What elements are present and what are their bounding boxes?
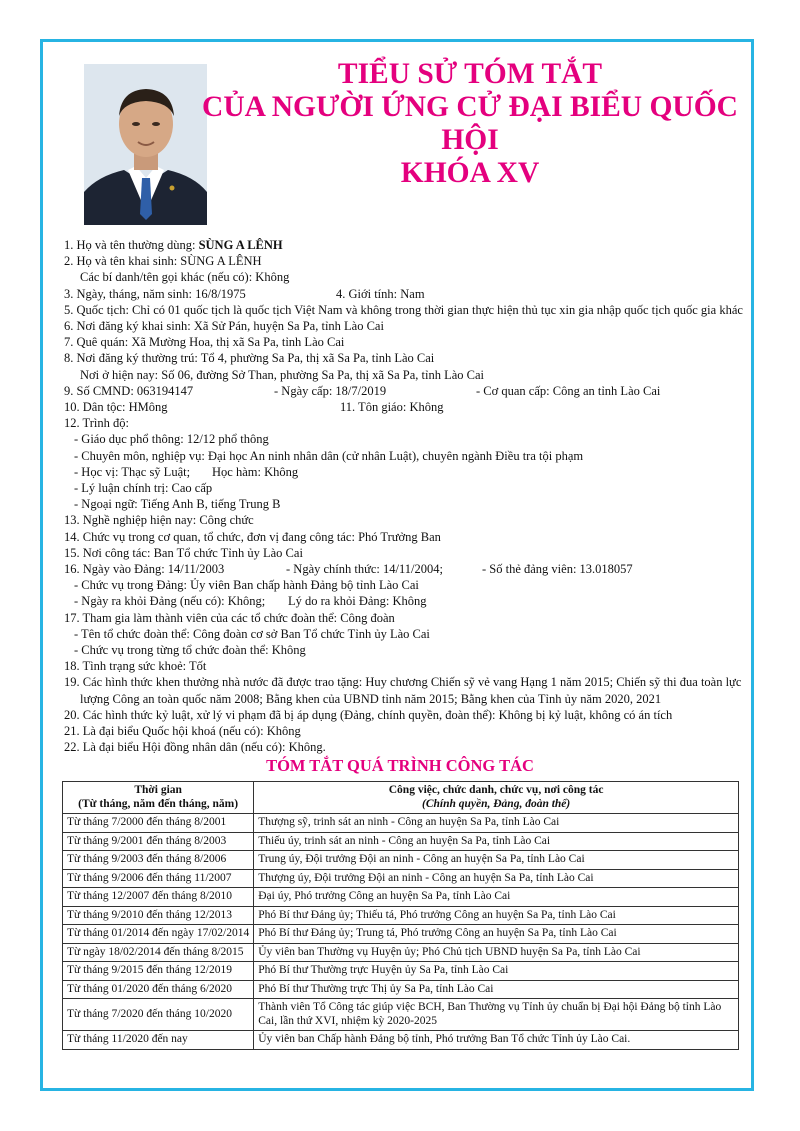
id-number: 9. Số CMND: 063194147	[64, 383, 194, 398]
cell-job: Thượng sỹ, trinh sát an ninh - Công an huyện Sa Pa, tỉnh Lào Cai	[254, 814, 739, 833]
table-row	[63, 906, 739, 925]
bio-item-2: 2. Họ và tên khai sinh: SÙNG A LÊNH	[64, 254, 262, 269]
bio-item-9	[64, 383, 754, 399]
cell-job: Ủy viên ban Thường vụ Huyện ủy; Phó Chủ tịch UBND huyện Sa Pa, tỉnh Lào Cai	[254, 943, 739, 962]
bio-item-16e	[64, 593, 754, 609]
title-line-1: TIỂU SỬ TÓM TẮT	[337, 58, 603, 90]
bio-item-19: 19. Các hình thức khen thưởng nhà nước đã được trao tặng: Huy chương Chiến sỹ vẻ vang Hạng 1 năm 2015; Chiến sỹ thi đua toàn lực lượng Công an toàn quốc năm 2008; Bằng khen của UBND tỉnh năm 2015; Bằng khen của Tỉnh ủy năm 2020, 2021	[64, 675, 742, 706]
cell-time: Từ tháng 9/2010 đến tháng 12/2013	[63, 906, 254, 925]
table-row	[63, 888, 739, 907]
cell-job: Thiếu úy, trinh sát an ninh - Công an huyện Sa Pa, tỉnh Lào Cai	[254, 832, 739, 851]
table-row	[63, 851, 739, 870]
portrait-illustration	[84, 64, 207, 225]
cell-time: Từ tháng 9/2001 đến tháng 8/2003	[63, 832, 254, 851]
table-header-row	[63, 782, 739, 814]
bio-item-18: 18. Tình trạng sức khoẻ: Tốt	[64, 659, 207, 674]
bio-item-21: 21. Là đại biểu Quốc hội khoá (nếu có): Không	[64, 724, 301, 739]
cell-job: Trung úy, Đội trưởng Đội an ninh - Công an huyện Sa Pa, tỉnh Lào Cai	[254, 851, 739, 870]
cell-job: Ủy viên ban Chấp hành Đảng bộ tỉnh, Phó trưởng Ban Tổ chức Tỉnh ủy Lào Cai.	[254, 1031, 739, 1050]
bio-item-22: 22. Là đại biểu Hội đồng nhân dân (nếu có): Không.	[64, 740, 326, 755]
academic-degree: - Học vị: Thạc sỹ Luật;	[74, 464, 191, 479]
bio-item-7: 7. Quê quán: Xã Mường Hoa, thị xã Sa Pa, tỉnh Lào Cai	[64, 335, 345, 350]
cell-time: Từ ngày 18/02/2014 đến tháng 8/2015	[63, 943, 254, 962]
table-body	[63, 814, 739, 1050]
party-official-date: - Ngày chính thức: 14/11/2004;	[286, 562, 443, 577]
bio-item-20: 20. Các hình thức kỷ luật, xử lý vi phạm đã bị áp dụng (Đảng, chính quyền, đoàn thể): Không bị kỷ luật, không có án tích	[64, 707, 673, 722]
cell-job: Phó Bí thư Thường trực Huyện ủy Sa Pa, tỉnh Lào Cai	[254, 962, 739, 981]
bio-item-13: 13. Nghề nghiệp hiện nay: Công chức	[64, 513, 254, 528]
bio-item-10-11	[64, 399, 754, 415]
cell-time: Từ tháng 01/2014 đến ngày 17/02/2014	[63, 925, 254, 944]
bio-item-16d: - Chức vụ trong Đảng: Ủy viên Ban chấp hành Đảng bộ tỉnh Lào Cai	[74, 578, 419, 593]
party-card-number: - Số thẻ đảng viên: 13.018057	[482, 562, 633, 577]
bio-item-2b: Các bí danh/tên gọi khác (nếu có): Không	[80, 270, 290, 285]
bio-item-15: 15. Nơi công tác: Ban Tổ chức Tỉnh ủy Lào Cai	[64, 545, 303, 560]
bio-item-12d: - Lý luận chính trị: Cao cấp	[74, 481, 213, 496]
table-row	[63, 1031, 739, 1050]
cell-job: Phó Bí thư Thường trực Thị ủy Sa Pa, tỉnh Lào Cai	[254, 980, 739, 999]
biography-section	[64, 237, 754, 756]
cell-job: Phó Bí thư Đảng ủy; Trung tá, Phó trưởng Công an huyện Sa Pa, tỉnh Lào Cai	[254, 925, 739, 944]
id-issuer: - Cơ quan cấp: Công an tỉnh Lào Cai	[476, 383, 661, 398]
candidate-name: SÙNG A LÊNH	[198, 238, 283, 252]
religion: 11. Tôn giáo: Không	[340, 400, 444, 415]
cell-job: Phó Bí thư Đảng ủy; Thiếu tá, Phó trưởng Công an huyện Sa Pa, tỉnh Lào Cai	[254, 906, 739, 925]
document-title	[200, 58, 740, 190]
bio-item-12: 12. Trình độ:	[64, 416, 129, 431]
bio-item-17b: - Chức vụ trong từng tổ chức đoàn thể: Không	[74, 643, 306, 658]
bio-item-12a: - Giáo dục phổ thông: 12/12 phổ thông	[74, 432, 269, 447]
column-header-job	[254, 782, 739, 814]
title-line-3: KHÓA XV	[400, 157, 540, 189]
cell-time: Từ tháng 12/2007 đến tháng 8/2010	[63, 888, 254, 907]
column-header-time-subtitle: (Từ tháng, năm đến tháng, năm)	[78, 797, 239, 810]
cell-time: Từ tháng 9/2006 đến tháng 11/2007	[63, 869, 254, 888]
party-exit-date: - Ngày ra khỏi Đảng (nếu có): Không;	[74, 594, 266, 609]
ethnicity: 10. Dân tộc: HMông	[64, 400, 168, 415]
portrait-photo	[84, 64, 207, 225]
column-header-time	[63, 782, 254, 814]
gender: 4. Giới tính: Nam	[336, 286, 425, 301]
table-row	[63, 962, 739, 981]
column-header-time-title: Thời gian	[134, 784, 182, 796]
cell-time: Từ tháng 11/2020 đến nay	[63, 1031, 254, 1050]
cell-time: Từ tháng 7/2020 đến tháng 10/2020	[63, 999, 254, 1031]
column-header-job-title: Công việc, chức danh, chức vụ, nơi công tác	[388, 784, 604, 796]
party-exit-reason: Lý do ra khỏi Đảng: Không	[288, 594, 427, 609]
table-row	[63, 943, 739, 962]
bio-item-12b: - Chuyên môn, nghiệp vụ: Đại học An ninh nhân dân (cử nhân Luật), chuyên ngành Điều tra tội phạm	[74, 448, 584, 463]
bio-item-12e: - Ngoại ngữ: Tiếng Anh B, tiếng Trung B	[74, 497, 281, 512]
cell-job: Đại úy, Phó trưởng Công an huyện Sa Pa, tỉnh Lào Cai	[254, 888, 739, 907]
cell-time: Từ tháng 7/2000 đến tháng 8/2001	[63, 814, 254, 833]
column-header-job-subtitle: (Chính quyền, Đảng, đoàn thể)	[421, 797, 571, 810]
bio-item-6: 6. Nơi đăng ký khai sinh: Xã Sử Pán, huyện Sa Pa, tỉnh Lào Cai	[64, 319, 384, 334]
cell-time: Từ tháng 9/2003 đến tháng 8/2006	[63, 851, 254, 870]
table-row	[63, 999, 739, 1031]
table-row	[63, 814, 739, 833]
table-row	[63, 980, 739, 999]
work-history-title: TÓM TẮT QUÁ TRÌNH CÔNG TÁC	[266, 756, 534, 775]
table-row	[63, 925, 739, 944]
academic-title: Học hàm: Không	[212, 464, 299, 479]
title-line-2: CỦA NGƯỜI ỨNG CỬ ĐẠI BIỂU QUỐC HỘI	[202, 91, 738, 156]
bio-item-12c	[64, 464, 754, 480]
bio-item-14: 14. Chức vụ trong cơ quan, tổ chức, đơn vị đang công tác: Phó Trưởng Ban	[64, 529, 441, 544]
bio-item-3-4	[64, 286, 754, 302]
cell-job: Thành viên Tổ Công tác giúp việc BCH, Ban Thường vụ Tỉnh ủy chuẩn bị Đại hội Đảng bộ tỉnh Lào Cai, lần thứ XVI, nhiệm kỳ 2020-2025	[254, 999, 739, 1031]
cell-job: Thượng úy, Đội trưởng Đội an ninh - Công an huyện Sa Pa, tỉnh Lào Cai	[254, 869, 739, 888]
bio-item-8: 8. Nơi đăng ký thường trú: Tổ 4, phường Sa Pa, thị xã Sa Pa, tỉnh Lào Cai	[64, 351, 435, 366]
birth-date: 3. Ngày, tháng, năm sinh: 16/8/1975	[64, 286, 246, 301]
cell-time: Từ tháng 9/2015 đến tháng 12/2019	[63, 962, 254, 981]
bio-label: 1. Họ và tên thường dùng:	[64, 238, 199, 252]
party-join-date: 16. Ngày vào Đảng: 14/11/2003	[64, 562, 225, 577]
bio-item-5: 5. Quốc tịch: Chỉ có 01 quốc tịch là quốc tịch Việt Nam và không trong thời gian thực hiện thủ tục xin gia nhập quốc tịch quốc gia khác	[64, 302, 743, 317]
cell-time: Từ tháng 01/2020 đến tháng 6/2020	[63, 980, 254, 999]
id-issue-date: - Ngày cấp: 18/7/2019	[274, 383, 387, 398]
bio-item-1	[64, 237, 754, 253]
bio-item-8b: Nơi ở hiện nay: Số 06, đường Sở Than, phường Sa Pa, thị xã Sa Pa, tỉnh Lào Cai	[80, 367, 484, 382]
bio-item-17: 17. Tham gia làm thành viên của các tổ chức đoàn thể: Công đoàn	[64, 610, 395, 625]
work-history-table	[62, 781, 739, 1050]
bio-item-17a: - Tên tổ chức đoàn thể: Công đoàn cơ sở Ban Tổ chức Tỉnh ủy Lào Cai	[74, 626, 430, 641]
table-row	[63, 869, 739, 888]
bio-item-16	[64, 561, 754, 577]
table-row	[63, 832, 739, 851]
